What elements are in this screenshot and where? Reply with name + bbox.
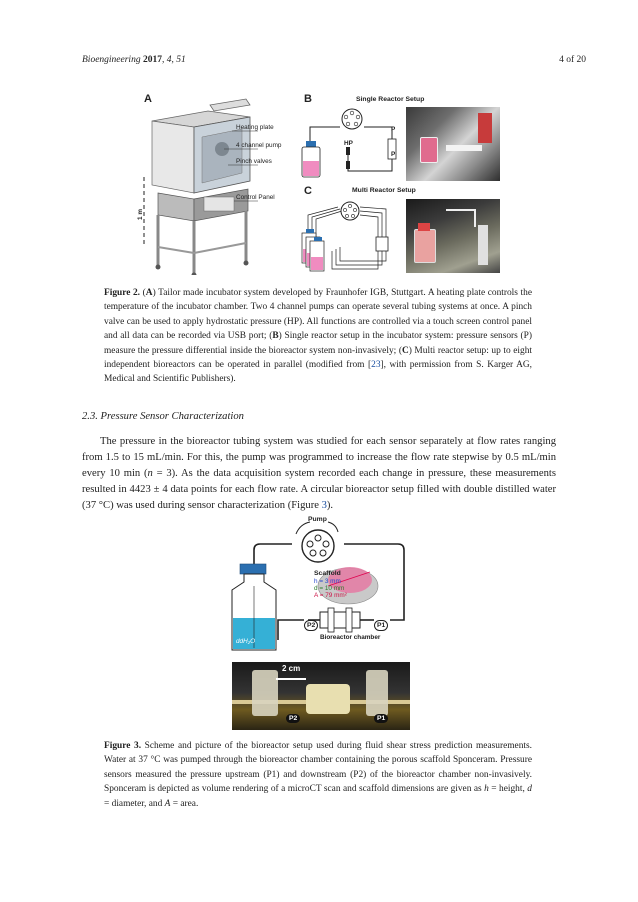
panel-b-letter: B	[304, 93, 312, 105]
pump-label: Pump	[308, 516, 327, 523]
page-header	[82, 55, 586, 69]
figure-3-link[interactable]: 3	[321, 500, 327, 511]
scaffold-height: h = 3 mm	[314, 578, 341, 585]
single-reactor-title: Single Reactor Setup	[356, 96, 425, 103]
figure-2-caption: Figure 2. (A) Tailor made incubator system developed by Fraunhofer IGB, Stuttgart. A heating plate controls the temperature of the incubator chamber. Two 4 channel pumps can operate several tubing systems at once. A pinch valve can be used to apply hydrostatic pressure (HP). All functions are controlled via a touch screen control panel and all data can be recorded via USB port; (B) Single reactor setup in the incubator system: pressure sensors (P) measure the pressure differential inside the bioreactor system non-invasively; (C) Multi reactor setup: up to eight independent bioreactors can be operated in parallel (modified from [23], with permission from S. Karger AG, Medical and Scientific Publishers).	[104, 288, 533, 385]
panel-a-letter: A	[144, 93, 152, 105]
multi-reactor-photo	[406, 199, 500, 273]
figure-2	[138, 93, 500, 275]
photo-p2: P2	[286, 714, 300, 723]
journal-citation: Bioengineering 2017, 4, 51	[82, 55, 186, 65]
sensor-p1: P1	[374, 620, 388, 631]
photo-p1: P1	[374, 714, 388, 723]
panel-c-letter: C	[304, 185, 312, 197]
multi-reactor-title: Multi Reactor Setup	[352, 187, 416, 194]
scaffold-area: A = 79 mm²	[314, 592, 347, 599]
section-title: 2.3. Pressure Sensor Characterization	[82, 411, 244, 422]
bottle-label: ddH₂O	[236, 638, 256, 645]
sensor-p-bottom: P	[391, 151, 396, 158]
sensor-p2: P2	[304, 620, 318, 631]
bioreactor-photo	[232, 662, 410, 730]
label-heating-plate: Heating plate	[236, 124, 274, 131]
multi-reactor-schematic	[300, 197, 404, 275]
hydrostatic-pressure-label: HP	[344, 140, 353, 147]
page-number: 4 of 20	[559, 55, 586, 65]
section-paragraph: The pressure in the bioreactor tubing system was studied for each sensor separately at flow rates ranging from 1.5 to 15 mL/min. For this, the pump was programmed to increase the flow rate stepwise by 0.5 mL/min every 10 min (n = 3). As the data acquisition system recorded each change in pressure, these measurements resulted in 4423 ± 4 data points for each flow rate. A circular bioreactor setup filled with double distilled water (37 °C) was used during sensor characterization (Figure 3).	[82, 436, 556, 511]
single-reactor-photo	[406, 107, 500, 181]
label-control-panel: Control Panel	[236, 194, 275, 201]
label-channel-pump: 4 channel pump	[236, 142, 282, 149]
scaffold-label: Scaffold	[314, 570, 341, 577]
sensor-p-top: P	[391, 126, 396, 133]
scaffold-diameter: d = 10 mm	[314, 585, 345, 592]
label-pinch-valves: Pinch valves	[236, 158, 272, 165]
reference-link[interactable]: 23	[371, 360, 381, 371]
scale-label: 1 m	[137, 208, 145, 221]
figure-3-caption: Figure 3. Scheme and picture of the bioreactor setup used during fluid shear stress prediction measurements. Water at 37 °C was pumped through the bioreactor chamber containing the porous scaffold Sponceram. Pressure sensors measured the pressure upstream (P1) and downstream (P2) of the bioreactor chamber non-invasively. Sponceram is depicted as volume rendering of a microCT scan and scaffold dimensions are given as h = height, d = diameter, and A = area.	[104, 741, 532, 809]
photo-scale-label: 2 cm	[282, 664, 301, 673]
chamber-label: Bioreactor chamber	[320, 634, 381, 641]
figure-3	[228, 516, 414, 731]
